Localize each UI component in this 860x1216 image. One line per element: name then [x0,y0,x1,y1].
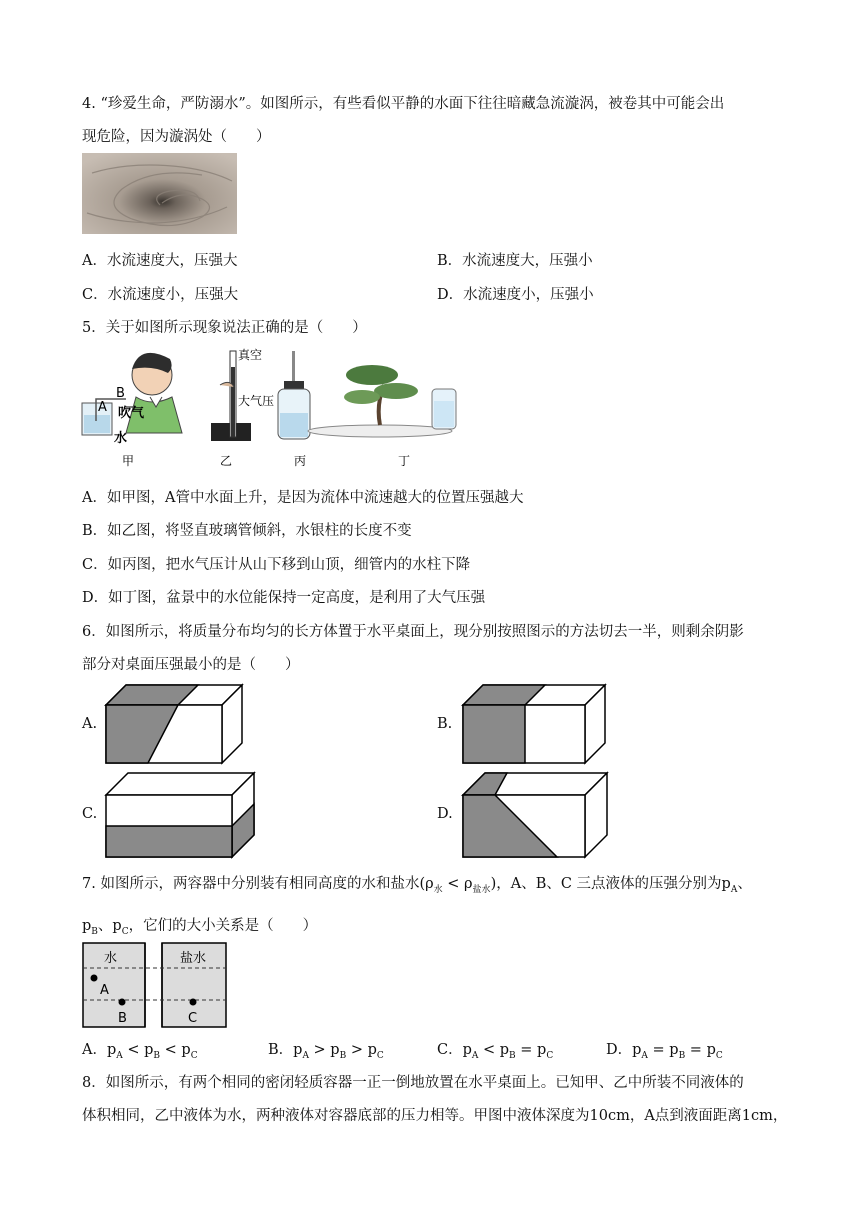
q7-container-figure [82,942,228,1030]
caption-jia: 甲 [122,454,135,468]
label-water: 水 [104,951,118,966]
q6-option-a-label[interactable]: A. [82,716,98,732]
q4-option-a[interactable]: A．水流速度大，压强大 [82,253,238,269]
q4-stem-line2: 现危险，因为漩涡处（ ） [82,129,271,145]
caption-ding: 丁 [398,454,411,468]
q4-stem-line1: 4. “珍爱生命，严防溺水”。如图所示，有些看似平静的水面下往往暗藏急流漩涡，被卷其中可能会出 [82,96,725,112]
caption-bing: 丙 [294,454,307,468]
bottle-barometer-figure [278,351,310,439]
q6-option-c-label[interactable]: C. [82,806,98,822]
q4-option-b[interactable]: B．水流速度大，压强小 [437,253,593,269]
q7-option-d[interactable]: D．$p_A = p_B = p_C$ [606,1042,723,1061]
q5-figure [80,345,460,473]
label-salt-water: 盐水 [180,951,207,966]
q5-option-b[interactable]: B．如乙图，将竖直玻璃管倾斜，水银柱的长度不变 [82,523,412,539]
q6-option-c-box[interactable] [104,771,256,859]
q5-option-d[interactable]: D．如丁图，盆景中的水位能保持一定高度，是利用了大气压强 [82,590,486,606]
q4-option-d[interactable]: D．水流速度小，压强小 [437,287,594,303]
q6-stem-line2: 部分对桌面压强最小的是（ ） [82,657,300,673]
q7-stem-line1: 7. 如图所示，两容器中分别装有相同高度的水和盐水$(\rho_水 < \rho_{盐水})$，A、B、C 三点液体的压强分别为$p_A$、 [82,876,752,895]
label-atm-right: 大气压 [238,394,275,408]
whirlpool-image [82,153,237,234]
label-blow: 吹气 [118,406,145,421]
q6-option-d-box[interactable] [461,771,609,859]
label-vacuum: 真空 [238,348,263,362]
caption-yi: 乙 [220,454,233,468]
bonsai-figure [308,365,456,437]
q4-option-c[interactable]: C．水流速度小，压强大 [82,287,239,303]
label-b: B [116,386,125,401]
label-water: 水 [114,431,128,446]
boy-blowing-figure [82,353,182,435]
q7-option-a[interactable]: A．$p_A < p_B < p_C$ [82,1042,198,1061]
q5-option-a[interactable]: A．如甲图，A管中水面上升，是因为流体中流速越大的位置压强越大 [82,490,524,506]
q5-option-c[interactable]: C．如丙图，把水气压计从山下移到山顶，细管内的水柱下降 [82,557,471,573]
label-point-c: C [188,1011,198,1026]
q7-option-b[interactable]: B．$p_A > p_B > p_C$ [268,1042,384,1061]
label-a: A [98,400,107,415]
q6-option-d-label[interactable]: D. [437,806,453,822]
q8-stem-line1: 8．如图所示，有两个相同的密闭轻质容器一正一倒地放置在水平桌面上。已知甲、乙中所装不同液体的 [82,1075,744,1091]
q5-stem: 5．关于如图所示现象说法正确的是（ ） [82,320,367,336]
q7-stem-line2: $p_B$、$p_C$，它们的大小关系是（ ） [82,918,318,937]
label-point-b: B [118,1011,127,1026]
q6-option-a-box[interactable] [104,683,244,765]
q7-option-c[interactable]: C．$p_A < p_B = p_C$ [437,1042,554,1061]
q6-stem-line1: 6．如图所示，将质量分布均匀的长方体置于水平桌面上，现分别按照图示的方法切去一半，则剩余阴影 [82,624,744,640]
q6-option-b-box[interactable] [461,683,607,765]
label-point-a: A [100,983,109,998]
q6-option-b-label[interactable]: B. [437,716,453,732]
q8-stem-line2: 体积相同，乙中液体为水，两种液体对容器底部的压力相等。甲图中液体深度为10cm，A点到液面距离1cm， [82,1108,788,1124]
